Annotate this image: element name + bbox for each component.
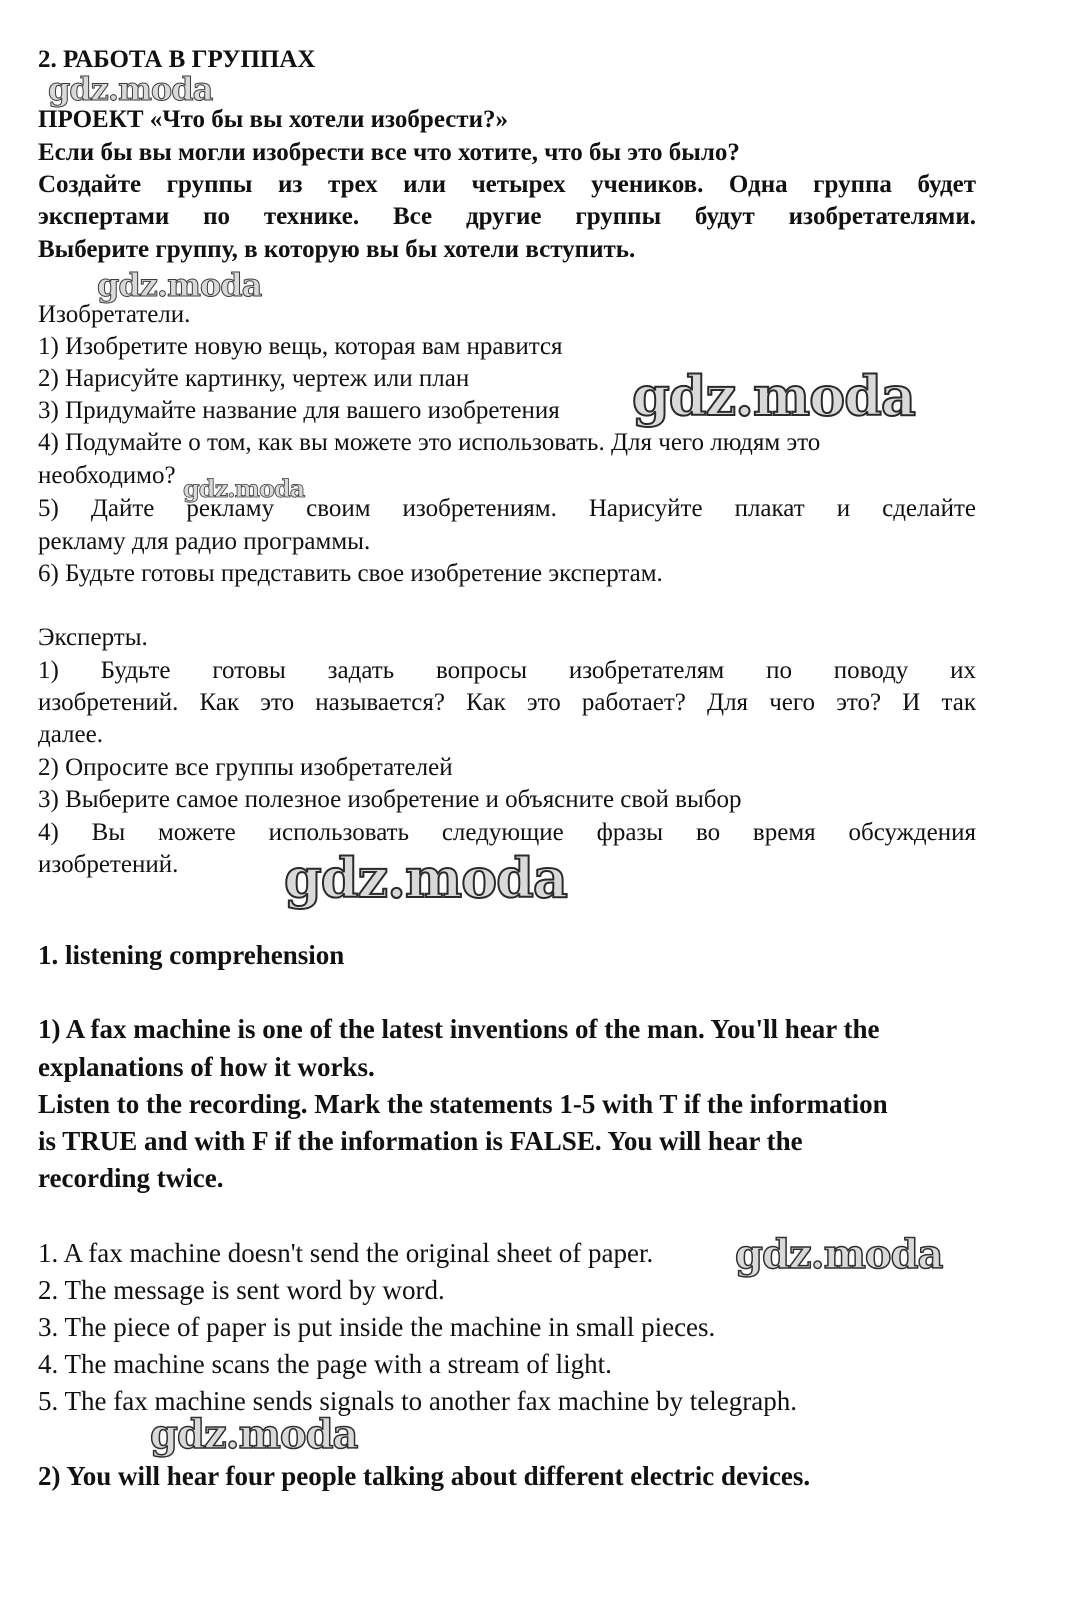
- statement-item: 5. The fax machine sends signals to another fax machine by telegraph.: [38, 1386, 798, 1416]
- task1-line: Listen to the recording. Mark the statements 1-5 with T if the information: [38, 1089, 888, 1119]
- experts-item: изобретений.: [38, 851, 179, 878]
- inventors-item: рекламу для радио программы.: [38, 528, 371, 555]
- watermark-logo: gdz.moda: [284, 846, 567, 910]
- inventors-item: 2) Нарисуйте картинку, чертеж или план: [38, 365, 470, 392]
- intro-line: Если бы вы могли изобрести все что хотите, что бы это было?: [38, 139, 740, 166]
- section-heading: 2. РАБОТА В ГРУППАХ: [38, 46, 316, 73]
- intro-line: Создайте группы из трех или четырех учеников. Одна группа будет: [38, 171, 976, 198]
- watermark-logo: gdz.moda: [48, 70, 213, 108]
- experts-title: Эксперты.: [38, 624, 148, 651]
- inventors-item: 1) Изобретите новую вещь, которая вам нравится: [38, 333, 563, 360]
- watermark-logo: gdz.moda: [735, 1231, 943, 1278]
- task1-line: is TRUE and with F if the information is FALSE. You will hear the: [38, 1126, 803, 1156]
- watermark-logo: gdz.moda: [632, 364, 915, 428]
- inventors-item: необходимо?: [38, 462, 176, 489]
- task1-line: explanations of how it works.: [38, 1052, 375, 1082]
- intro-line: Выберите группу, в которую вы бы хотели вступить.: [38, 236, 636, 263]
- statement-item: 2. The message is sent word by word.: [38, 1275, 445, 1305]
- inventors-item: 6) Будьте готовы представить свое изобретение экспертам.: [38, 560, 663, 587]
- experts-item: 3) Выберите самое полезное изобретение и объясните свой выбор: [38, 786, 742, 813]
- task1-line: recording twice.: [38, 1163, 224, 1193]
- watermark-logo: gdz.moda: [97, 266, 262, 304]
- statement-item: 4. The machine scans the page with a stream of light.: [38, 1349, 612, 1379]
- listening-title: 1. listening comprehension: [38, 940, 345, 970]
- watermark-logo: gdz.moda: [183, 474, 305, 503]
- experts-item: 4) Вы можете использовать следующие фразы во время обсуждения: [38, 819, 976, 846]
- inventors-item: 4) Подумайте о том, как вы можете это использовать. Для чего людям это: [38, 429, 821, 456]
- experts-item: 1) Будьте готовы задать вопросы изобретателям по поводу их: [38, 657, 976, 684]
- intro-line: экспертами по технике. Все другие группы будут изобретателями.: [38, 203, 976, 230]
- statement-item: 1. A fax machine doesn't send the original sheet of paper.: [38, 1238, 654, 1268]
- experts-item: изобретений. Как это называется? Как это работает? Для чего это? И так: [38, 689, 976, 716]
- watermark-logo: gdz.moda: [150, 1411, 358, 1458]
- experts-item: 2) Опросите все группы изобретателей: [38, 754, 453, 781]
- task1-line: 1) A fax machine is one of the latest inventions of the man. You'll hear the: [38, 1014, 880, 1044]
- inventors-item: 5) Дайте рекламу своим изобретениям. Нарисуйте плакат и сделайте: [38, 495, 976, 522]
- statement-item: 3. The piece of paper is put inside the machine in small pieces.: [38, 1312, 716, 1342]
- inventors-item: 3) Придумайте название для вашего изобретения: [38, 397, 560, 424]
- inventors-title: Изобретатели.: [38, 301, 191, 328]
- task2-line: 2) You will hear four people talking about different electric devices.: [38, 1461, 811, 1491]
- project-title: ПРОЕКТ «Что бы вы хотели изобрести?»: [38, 106, 508, 133]
- experts-item: далее.: [38, 721, 103, 748]
